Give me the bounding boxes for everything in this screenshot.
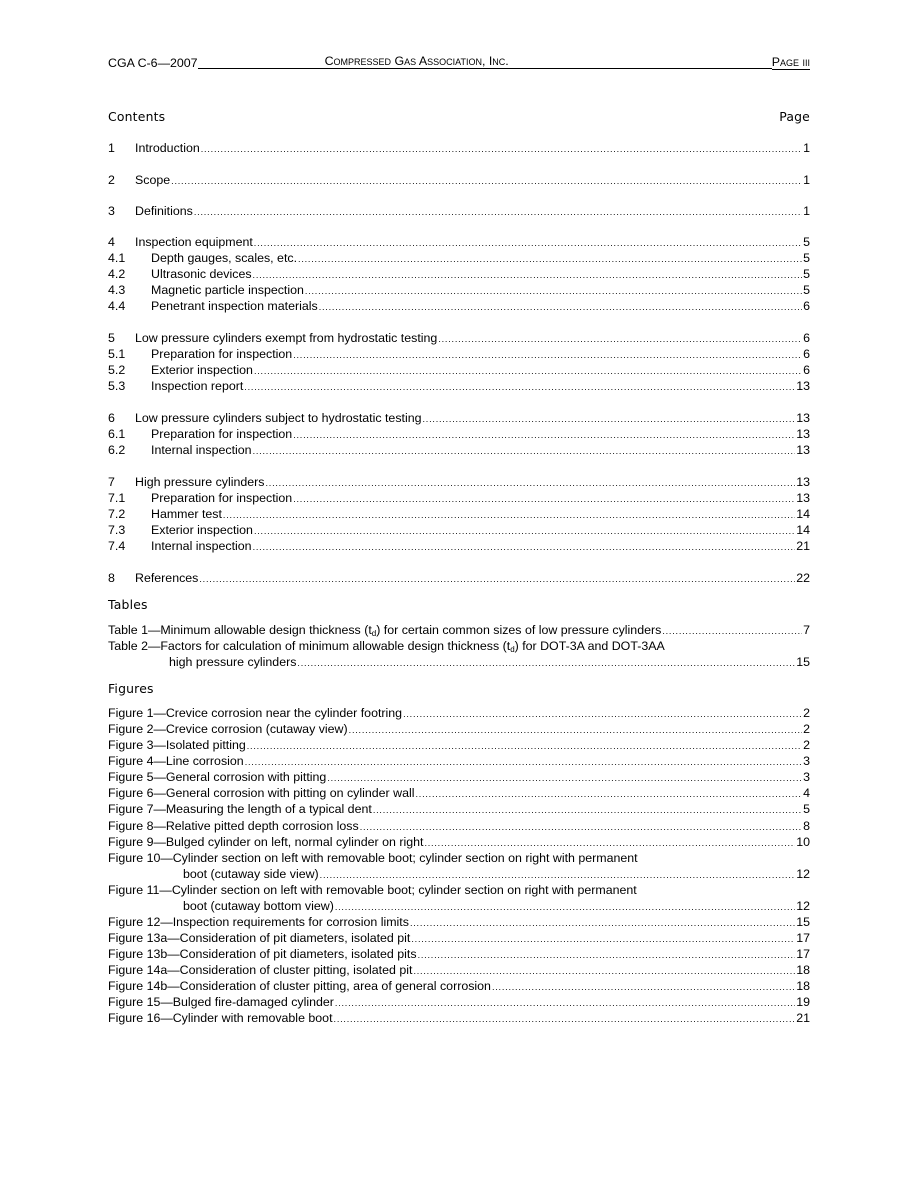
toc-page: 13 [796, 379, 810, 393]
figure-page: 3 [803, 770, 810, 784]
dot-leader [320, 867, 796, 883]
toc-number: 5 [108, 331, 115, 345]
figure-title: Figure 13a—Consideration of pit diameters, isolated pit [108, 931, 411, 945]
figure-title: Figure 2—Crevice corrosion (cutaway view) [108, 722, 348, 736]
table-page: 7 [803, 623, 810, 637]
table-list-entry[interactable] [108, 638, 810, 654]
dot-leader [305, 283, 802, 299]
figure-list-entry[interactable] [108, 1010, 810, 1026]
page-header [108, 54, 810, 70]
toc-title: Internal inspection [151, 443, 252, 457]
toc-subentry[interactable] [108, 538, 810, 554]
figure-page: 10 [796, 835, 810, 849]
toc-subentry[interactable] [108, 250, 810, 266]
toc-page: 13 [796, 411, 810, 425]
toc-subentry[interactable] [108, 298, 810, 314]
publisher-name [198, 54, 772, 69]
dot-leader [199, 571, 795, 587]
toc-page: 1 [803, 204, 810, 218]
toc-page: 5 [803, 267, 810, 281]
toc-page: 1 [803, 141, 810, 155]
toc-page: 14 [796, 507, 810, 521]
figure-page: 17 [796, 931, 810, 945]
toc-number: 5.1 [108, 347, 126, 361]
figure-list-entry[interactable] [108, 721, 810, 737]
dot-leader [194, 204, 802, 220]
toc-page: 6 [803, 331, 810, 345]
dot-leader [438, 331, 802, 347]
toc-number: 4.4 [108, 299, 126, 313]
table-list-entry[interactable] [108, 622, 810, 638]
figure-list-entry[interactable] [108, 834, 810, 850]
toc-title: Hammer test [151, 507, 222, 521]
toc-title: Scope [135, 173, 171, 187]
subscript: d [510, 645, 515, 654]
dot-leader [360, 819, 802, 835]
figure-title: Figure 4—Line corrosion [108, 754, 244, 768]
dot-leader [319, 299, 802, 315]
toc-title: References [135, 571, 199, 585]
figure-title: Figure 11—Cylinder section on left with removable boot; cylinder section on right with permanent [108, 883, 637, 897]
dot-leader [253, 539, 796, 555]
toc-entry[interactable] [108, 203, 810, 219]
figure-list-entry[interactable] [108, 994, 810, 1010]
toc-number: 4.3 [108, 283, 126, 297]
toc-number: 6.1 [108, 427, 126, 441]
toc-title: Internal inspection [151, 539, 252, 553]
toc-title: Inspection equipment [135, 235, 253, 249]
table-title-part: Table 2—Factors for calculation of minimum allowable design thickness (t [108, 639, 511, 653]
toc-page: 13 [796, 491, 810, 505]
figure-title-continued: boot (cutaway bottom view) [183, 899, 334, 913]
toc-number: 7.4 [108, 539, 126, 553]
dot-leader [244, 379, 795, 395]
subscript: d [371, 629, 377, 638]
toc-title: Ultrasonic devices [151, 267, 252, 281]
figure-title-continued: boot (cutaway side view) [183, 867, 319, 881]
dot-leader [662, 623, 802, 639]
toc-number: 4.1 [108, 251, 126, 265]
contents-heading: Contents [108, 109, 166, 124]
toc-page: 5 [803, 283, 810, 297]
toc-title: Introduction [135, 141, 200, 155]
toc-subentry[interactable] [108, 282, 810, 298]
toc-page: 5 [803, 235, 810, 249]
dot-leader [265, 475, 795, 491]
dot-leader [293, 347, 802, 363]
dot-leader [201, 141, 802, 157]
toc-entry[interactable] [108, 570, 810, 586]
figure-list-entry[interactable] [108, 753, 810, 769]
figure-title: Figure 14b—Consideration of cluster pitting, area of general corrosion [108, 979, 491, 993]
dot-leader [423, 411, 796, 427]
toc-title: Preparation for inspection [151, 427, 293, 441]
table-page: 15 [796, 655, 810, 669]
figure-list-entry[interactable] [108, 769, 810, 785]
figure-title: Figure 8—Relative pitted depth corrosion loss [108, 819, 359, 833]
dot-leader [298, 251, 802, 267]
toc-title: Preparation for inspection [151, 491, 293, 505]
toc-title: Inspection report [151, 379, 244, 393]
figure-page: 17 [796, 947, 810, 961]
figure-title: Figure 5—General corrosion with pitting [108, 770, 327, 784]
toc-subentry[interactable] [108, 346, 810, 362]
toc-title: Preparation for inspection [151, 347, 293, 361]
page-number-text: Page iii [771, 55, 810, 69]
dot-leader [293, 427, 795, 443]
toc-subentry[interactable] [108, 362, 810, 378]
figure-page: 2 [803, 738, 810, 752]
toc-entry[interactable] [108, 140, 810, 156]
figure-title: Figure 15—Bulged fire-damaged cylinder [108, 995, 334, 1009]
toc-subentry[interactable] [108, 378, 810, 394]
toc-title: Definitions [135, 204, 193, 218]
toc-number: 4.2 [108, 267, 126, 281]
toc-page: 5 [803, 251, 810, 265]
figure-page: 5 [803, 802, 810, 816]
toc-page: 21 [796, 539, 810, 553]
toc-page: 22 [796, 571, 810, 585]
toc-title: Exterior inspection [151, 523, 253, 537]
toc-subentry[interactable] [108, 490, 810, 506]
toc-title: Low pressure cylinders subject to hydrostatic testing [135, 411, 422, 425]
toc-entry[interactable] [108, 410, 810, 426]
figure-title: Figure 12—Inspection requirements for corrosion limits [108, 915, 409, 929]
dot-leader [335, 995, 795, 1011]
dot-leader [254, 363, 802, 379]
toc-number: 5.3 [108, 379, 126, 393]
toc-subentry[interactable] [108, 506, 810, 522]
figure-list-entry[interactable] [108, 801, 810, 817]
toc-subentry[interactable] [108, 522, 810, 538]
dot-leader [335, 899, 795, 915]
figure-page: 21 [796, 1011, 810, 1025]
toc-title: Depth gauges, scales, etc. [151, 251, 298, 265]
figures-heading: Figures [108, 681, 154, 696]
tables-heading: Tables [108, 597, 148, 612]
figure-list-entry[interactable] [108, 930, 810, 946]
figure-page: 19 [796, 995, 810, 1009]
figure-page: 8 [803, 819, 810, 833]
document-id: CGA C-6—2007 [108, 56, 198, 70]
figure-page: 18 [796, 963, 810, 977]
figure-list-entry-continued[interactable] [108, 898, 810, 914]
table-list-entry-continued[interactable] [108, 654, 810, 670]
dot-leader [411, 931, 795, 947]
dot-leader [247, 738, 802, 754]
toc-number: 3 [108, 204, 115, 218]
page-number [772, 55, 810, 70]
dot-leader [410, 915, 795, 931]
toc-number: 8 [108, 571, 115, 585]
toc-page: 6 [803, 299, 810, 313]
figure-list-entry[interactable] [108, 914, 810, 930]
dot-leader [253, 443, 796, 459]
figure-page: 4 [803, 786, 810, 800]
figure-list-entry[interactable] [108, 962, 810, 978]
dot-leader [403, 706, 802, 722]
figure-page: 2 [803, 722, 810, 736]
figure-title: Figure 10—Cylinder section on left with removable boot; cylinder section on right with permanent [108, 851, 638, 865]
dot-leader [253, 267, 803, 283]
table-title [108, 638, 810, 654]
toc-page: 13 [796, 427, 810, 441]
toc-page: 6 [803, 347, 810, 361]
figure-list-entry[interactable] [108, 850, 810, 866]
toc-subentry[interactable] [108, 266, 810, 282]
dot-leader [424, 835, 795, 851]
toc-number: 6.2 [108, 443, 126, 457]
toc-entry[interactable] [108, 172, 810, 188]
toc-page: 14 [796, 523, 810, 537]
figure-title: Figure 9—Bulged cylinder on left, normal cylinder on right [108, 835, 424, 849]
dot-leader [297, 655, 795, 671]
publisher-name-text: Compressed Gas Association, Inc. [324, 54, 509, 68]
figure-list-entry-continued[interactable] [108, 866, 810, 882]
figure-page: 3 [803, 754, 810, 768]
dot-leader [415, 786, 802, 802]
toc-page: 1 [803, 173, 810, 187]
figure-title: Figure 7—Measuring the length of a typical dent [108, 802, 372, 816]
toc-title: High pressure cylinders [135, 475, 265, 489]
dot-leader [413, 963, 795, 979]
dot-leader [334, 1011, 796, 1027]
toc-number: 2 [108, 173, 115, 187]
toc-number: 7.1 [108, 491, 126, 505]
figure-title: Figure 6—General corrosion with pitting on cylinder wall [108, 786, 415, 800]
toc-number: 7.2 [108, 507, 126, 521]
dot-leader [254, 523, 795, 539]
toc-number: 6 [108, 411, 115, 425]
document-page [108, 0, 810, 1188]
dot-leader [245, 754, 802, 770]
toc-entry[interactable] [108, 474, 810, 490]
toc-number: 1 [108, 141, 115, 155]
toc-number: 4 [108, 235, 115, 249]
table-title-part: Table 1—Minimum allowable design thickness (t [108, 623, 372, 637]
dot-leader [293, 491, 795, 507]
dot-leader [492, 979, 795, 995]
figure-list-entry[interactable] [108, 946, 810, 962]
figure-page: 12 [796, 867, 810, 881]
toc-page: 13 [796, 443, 810, 457]
figure-title: Figure 16—Cylinder with removable boot [108, 1011, 333, 1025]
dot-leader [171, 173, 802, 189]
table-title-part: ) for certain common sizes of low pressure cylinders [376, 623, 662, 637]
figure-title: Figure 13b—Consideration of pit diameters, isolated pits [108, 947, 417, 961]
dot-leader [327, 770, 802, 786]
toc-entry[interactable] [108, 330, 810, 346]
figure-page: 12 [796, 899, 810, 913]
toc-entry[interactable] [108, 234, 810, 250]
figure-list-entry[interactable] [108, 818, 810, 834]
toc-page: 13 [796, 475, 810, 489]
dot-leader [349, 722, 802, 738]
toc-number: 5.2 [108, 363, 126, 377]
figure-title: Figure 3—Isolated pitting [108, 738, 246, 752]
toc-title: Penetrant inspection materials [151, 299, 318, 313]
figure-title: Figure 1—Crevice corrosion near the cylinder footring [108, 706, 403, 720]
figure-list-entry[interactable] [108, 785, 810, 801]
toc-number: 7 [108, 475, 115, 489]
toc-title: Exterior inspection [151, 363, 253, 377]
figure-list-entry[interactable] [108, 882, 810, 898]
figure-list-entry[interactable] [108, 978, 810, 994]
figure-page: 2 [803, 706, 810, 720]
figure-list-entry[interactable] [108, 705, 810, 721]
dot-leader [418, 947, 796, 963]
dot-leader [373, 802, 802, 818]
figure-page: 15 [796, 915, 810, 929]
toc-page: 6 [803, 363, 810, 377]
toc-subentry[interactable] [108, 426, 810, 442]
toc-title: Low pressure cylinders exempt from hydrostatic testing [135, 331, 438, 345]
figure-list-entry[interactable] [108, 737, 810, 753]
table-title-continued: high pressure cylinders [169, 655, 297, 669]
table-title [108, 622, 661, 638]
toc-subentry[interactable] [108, 442, 810, 458]
page-column-heading: Page [779, 109, 810, 124]
toc-title: Magnetic particle inspection [151, 283, 304, 297]
figure-page: 18 [796, 979, 810, 993]
dot-leader [223, 507, 795, 523]
figure-title: Figure 14a—Consideration of cluster pitting, isolated pit [108, 963, 413, 977]
toc-number: 7.3 [108, 523, 126, 537]
dot-leader [254, 235, 802, 251]
table-title-part: ) for DOT-3A and DOT-3AA [514, 639, 665, 653]
